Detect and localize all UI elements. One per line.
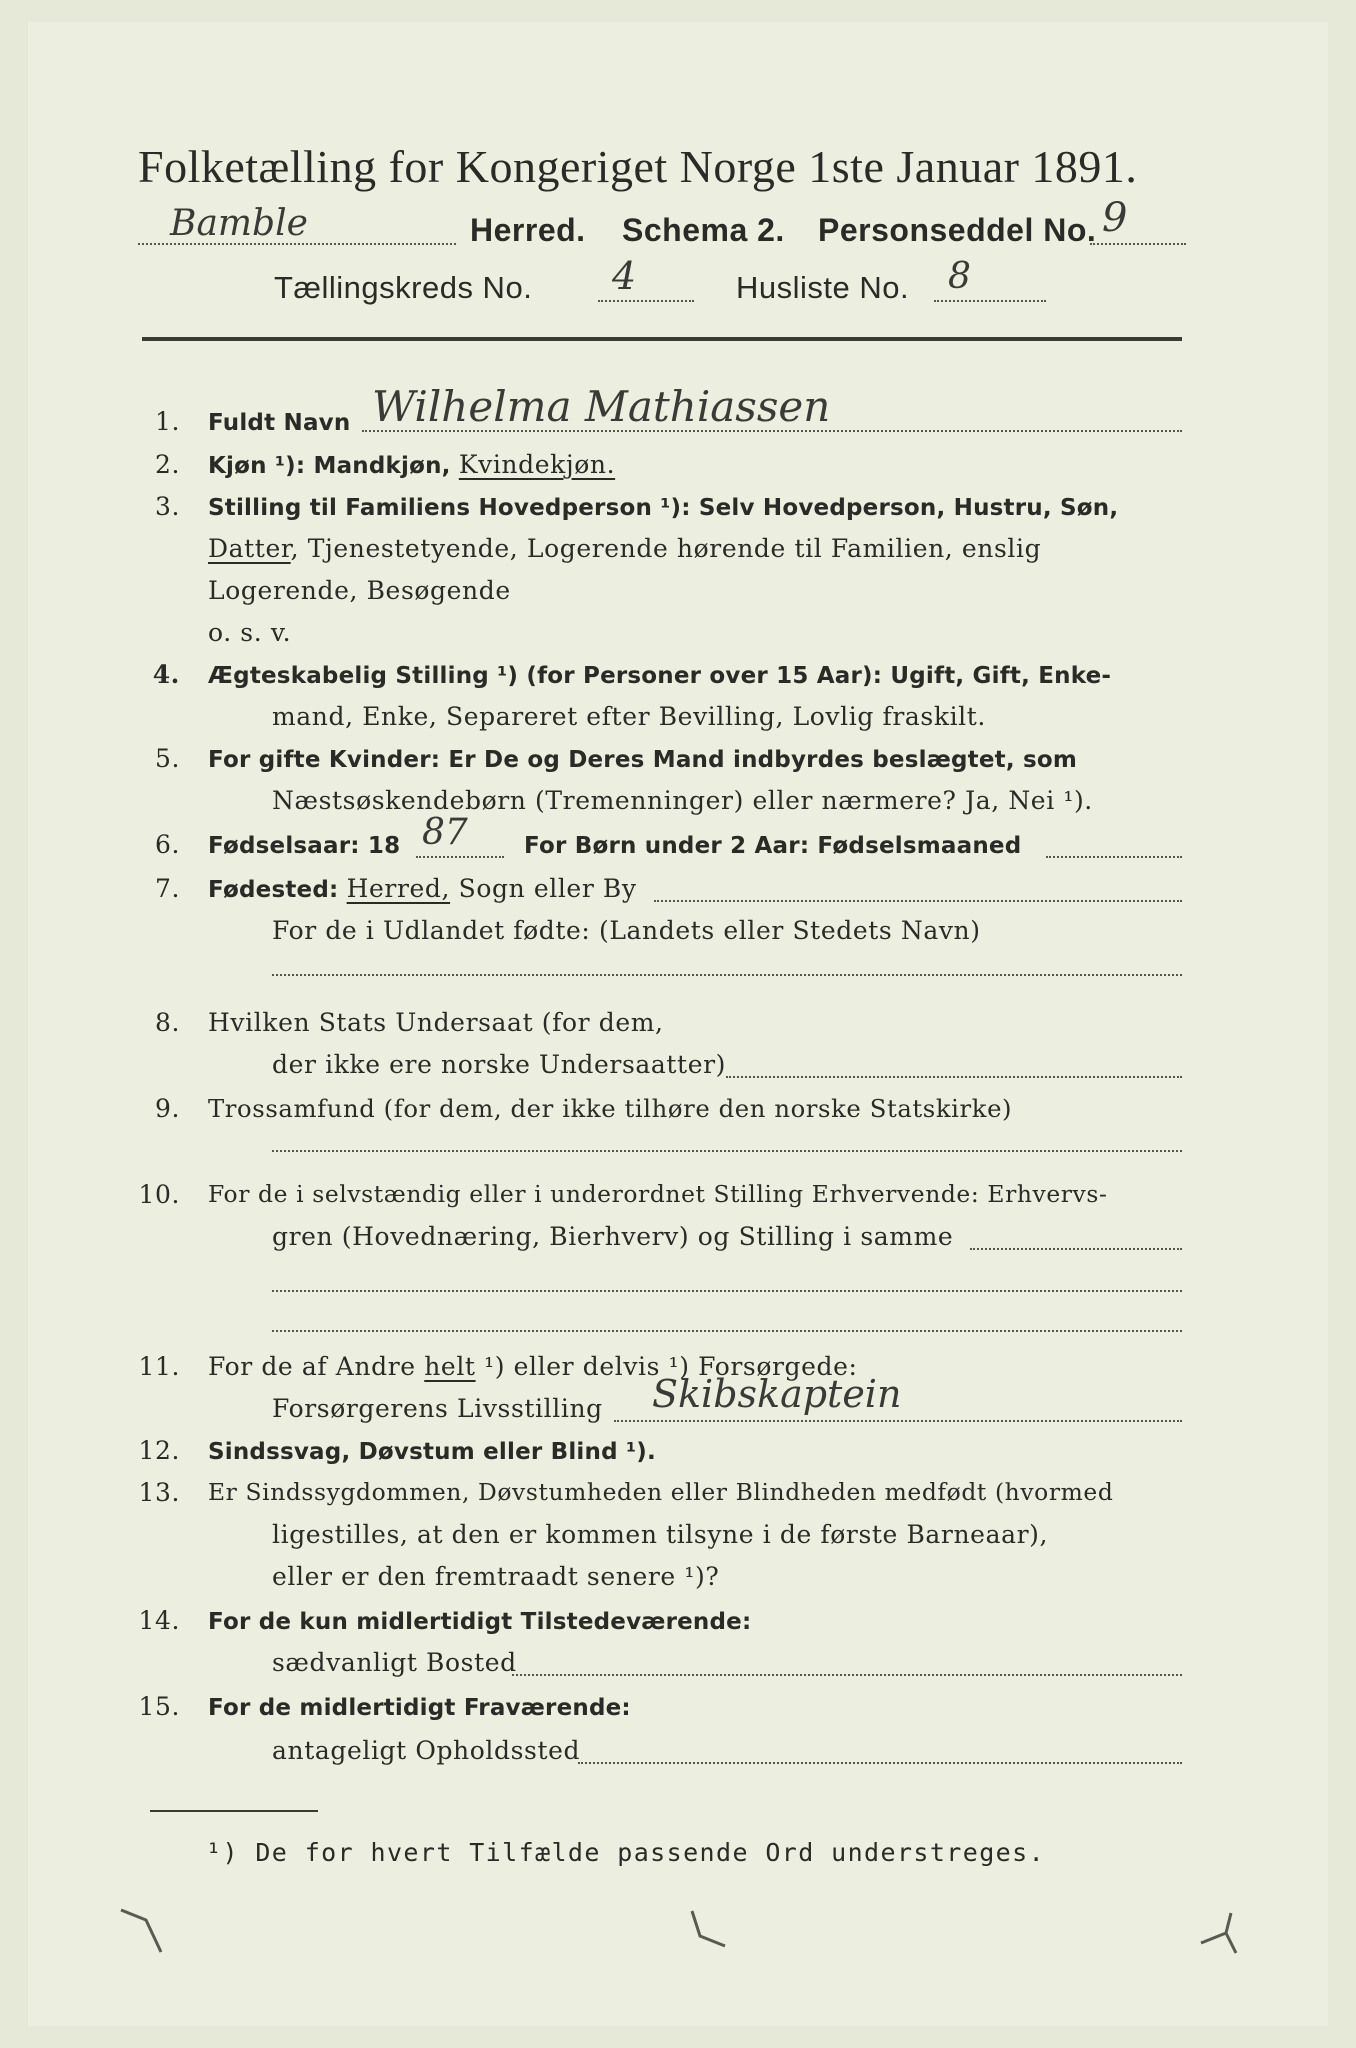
q3-line3: Logerende, Besøgende [208,576,511,605]
q8-line2: der ikke ere norske Undersaatter) [272,1050,726,1079]
q1-number: 1. [154,407,180,436]
q11-line1: For de af Andre helt ¹) eller delvis ¹) Forsørgede: [208,1352,858,1381]
corner-mark-right [1196,1908,1246,1958]
q1-answer-name: Wilhelma Mathiassen [372,382,831,431]
q5-line1: For gifte Kvinder: Er De og Deres Mand indbyrdes beslægtet, som [208,747,1078,773]
form-title: Folketælling for Kongeriget Norge 1ste Januar 1891. [138,141,1138,192]
q4-number: 4. [152,660,180,689]
q10-number: 10. [138,1180,180,1209]
corner-mark-left [116,1900,176,1960]
schema-label: Schema 2. [622,212,785,248]
q9-number: 9. [154,1094,180,1123]
q3-number: 3. [154,492,180,521]
q1-label: Fuldt Navn [208,410,351,436]
q11-line2: Forsørgerens Livsstilling [272,1394,603,1423]
footnote-rule [150,1810,318,1812]
q11-number: 11. [138,1352,180,1381]
footnote: ¹) De for hvert Tilfælde passende Ord understreges. [206,1838,1046,1867]
q13-line1: Er Sindssygdommen, Døvstumheden eller Blindheden medfødt (hvormed [208,1478,1114,1506]
q11-answer-occupation: Skibskaptein [652,1372,902,1416]
kreds-label: Tællingskreds No. [274,270,533,305]
q4-line1: Ægteskabelig Stilling ¹) (for Personer over 15 Aar): Ugift, Gift, Enke- [208,663,1112,689]
q5-line2: Næstsøskendebørn (Tremenninger) eller nærmere? Ja, Nei ¹). [272,786,1093,815]
q2-text: Kjøn ¹): Mandkjøn, Kvindekjøn. [208,450,616,479]
q13-number: 13. [138,1478,180,1507]
q10-line2: gren (Hovednæring, Bierhverv) og Stilling i samme [272,1222,954,1251]
q3-line2: Datter, Tjenestetyende, Logerende hørende til Familien, enslig [208,534,1042,563]
husliste-value: 8 [948,256,971,297]
q15-line2: antageligt Opholdssted [272,1736,581,1765]
q2-number: 2. [154,450,180,479]
q14-line2: sædvanligt Bosted [272,1648,517,1677]
q8-number: 8. [154,1008,180,1037]
husliste-label: Husliste No. [736,270,910,305]
q14-number: 14. [138,1606,180,1635]
q3-line1: Stilling til Familiens Hovedperson ¹): Selv Hovedperson, Hustru, Søn, [208,495,1119,521]
header-rule [142,337,1182,341]
q6-label: Fødselsaar: 18 [208,833,401,859]
q15-line1: For de midlertidigt Fraværende: [208,1695,631,1721]
herred-label: Herred. [470,212,586,248]
personseddel-value: 9 [1102,195,1128,241]
q5-number: 5. [154,744,180,773]
q7-line1: Fødested: Herred, Sogn eller By [208,874,637,903]
q10-line1: For de i selvstændig eller i underordnet Stilling Erhvervende: Erhvervs- [208,1180,1108,1208]
kreds-value: 4 [612,254,637,298]
q15-number: 15. [138,1692,180,1721]
herred-value: Bamble [170,203,308,244]
q9-line1: Trossamfund (for dem, der ikke tilhøre den norske Statskirke) [208,1094,1013,1123]
q12-number: 12. [138,1436,180,1465]
corner-mark-center [680,1906,730,1956]
q8-line1: Hvilken Stats Undersaat (for dem, [208,1008,664,1037]
q3-line4: o. s. v. [208,618,292,647]
q4-line2: mand, Enke, Separeret efter Bevilling, Lovlig fraskilt. [272,702,986,731]
q12-line1: Sindssvag, Døvstum eller Blind ¹). [208,1439,656,1465]
q6-answer-year: 87 [422,812,468,853]
q7-number: 7. [154,874,180,903]
q7-line2: For de i Udlandet fødte: (Landets eller Stedets Navn) [272,916,981,945]
q13-line2: ligestilles, at den er kommen tilsyne i de første Barneaar), [272,1520,1049,1549]
q6-number: 6. [154,830,180,859]
q13-line3: eller er den fremtraadt senere ¹)? [272,1562,720,1591]
q14-line1: For de kun midlertidigt Tilstedeværende: [208,1609,752,1635]
q6-rest: For Børn under 2 Aar: Fødselsmaaned [524,833,1022,859]
personseddel-label: Personseddel No. [818,212,1097,248]
